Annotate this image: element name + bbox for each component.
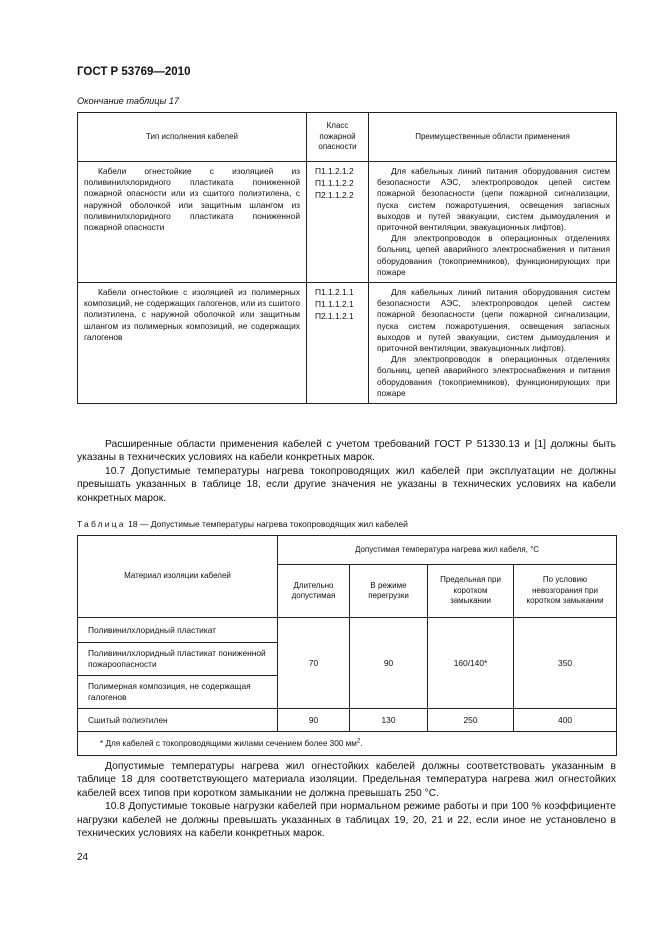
footnote-end: . <box>360 739 363 748</box>
material-name: Сшитый полиэтилен <box>78 709 278 732</box>
page-number: 24 <box>77 852 89 863</box>
value-non-ignition: 400 <box>514 709 617 732</box>
fire-class-code: П2.1.1.2.2 <box>315 189 354 200</box>
table18-header-continuous: Длительно допустимая <box>278 565 350 618</box>
application-text: Для электропроводок в операционных отделениях больниц, цепей аварийного электроснабжения и питания оборудования (токоприемников), функционирующих при пожаре <box>377 354 610 398</box>
paragraph: 10.7 Допустимые температуры нагрева токопроводящих жил кабелей при эксплуатации не должны превышать указанных в таблице 18, если другие значения не указаны в технических условиях на кабели конкретных марок. <box>77 465 616 504</box>
value-overload: 130 <box>350 709 428 732</box>
cable-type: Кабели огнестойкие с изоляцией из полимерных композиций, не содержащих галогенов, или из сшитого полиэтилена, с наружной оболочкой или защитным шлангом из полимерных композиций, не содержащих галогенов <box>78 283 307 404</box>
table18-footnote <box>78 732 617 756</box>
value-continuous: 90 <box>278 709 350 732</box>
table18-header-row <box>78 536 617 565</box>
fire-class-code: П1.1.1.2.2 <box>315 177 354 188</box>
table17-header-type: Тип исполнения кабелей <box>78 113 307 162</box>
table-row <box>78 709 617 732</box>
document-code: ГОСТ Р 53769—2010 <box>77 66 191 78</box>
value-short-circuit: 160/140* <box>428 618 514 709</box>
table18-footnote-row <box>78 732 617 756</box>
table18-caption <box>77 519 408 529</box>
table-row <box>78 162 617 283</box>
cable-type: Кабели огнестойкие с изоляцией из поливинилхлоридного пластиката пониженной пожарной опасности или из сшитого полиэтилена, с наружной оболочкой или защитным шлангом из поливинилхлоридного пластиката пониженной пожарной опасности <box>78 162 307 283</box>
table18-caption-word: Таблица <box>77 519 126 529</box>
table18-header-non-ignition: По условию невозгорания при коротком замыкании <box>514 565 617 618</box>
table-18 <box>77 535 617 756</box>
table-row <box>78 618 617 643</box>
fire-class-code: П1.1.1.2.1 <box>315 298 354 309</box>
table18-header-material: Материал изоляции кабелей <box>78 536 278 618</box>
body-text-2 <box>77 760 616 840</box>
table18-caption-text: 18 — Допустимые температуры нагрева токопроводящих жил кабелей <box>125 519 408 529</box>
table18-header-group: Допустимая температура нагрева жил кабеля, °С <box>278 536 617 565</box>
fire-class-code: П1.1.2.1.2 <box>315 166 354 176</box>
fire-class-code: П1.1.2.1.1 <box>315 287 354 298</box>
material-name: Поливинилхлоридный пластикат пониженной пожароопасности <box>78 643 278 676</box>
paragraph: 10.8 Допустимые токовые нагрузки кабелей при нормальном режиме работы и при 100 % коэффициенте нагрузки кабелей не должны превышать указанных в таблицах 19, 20, 21 и 22, если иное не установлено в технических условиях на кабели конкретных марок. <box>77 801 616 840</box>
body-text-1 <box>77 438 616 505</box>
value-continuous: 70 <box>278 618 350 709</box>
paragraph: Расширенные области применения кабелей с учетом требований ГОСТ Р 51330.13 и [1] должны быть указаны в технических условиях на кабели конкретных марок. <box>77 439 616 464</box>
value-non-ignition: 350 <box>514 618 617 709</box>
table-row <box>78 283 617 404</box>
table18-header-overload: В режиме перегрузки <box>350 565 428 618</box>
value-short-circuit: 250 <box>428 709 514 732</box>
application-text: Для кабельных линий питания оборудования систем безопасности АЭС, электропроводок цепей систем пожарной безопасности (цепи пожарной сигнализации, пуска систем пожаротушения, освещения запасных выходов и путей эвакуации, систем дымоудаления и приточной вентиляции, эвакуационных лифтов). <box>377 166 610 233</box>
table17-caption: Окончание таблицы 17 <box>77 96 180 106</box>
fire-class-code: П2.1.1.2.1 <box>315 310 354 321</box>
footnote-text: * Для кабелей с токопроводящими жилами сечением более 300 мм <box>100 739 357 748</box>
table18-header-short-circuit: Предельная при коротком замыкании <box>428 565 514 618</box>
fire-class <box>307 283 369 404</box>
application-text: Для кабельных линий питания оборудования систем безопасности АЭС, электропроводок цепей систем пожарной безопасности (цепи пожарной сигнализации, пуска систем пожаротушения, освещения запасных выходов и путей эвакуации, систем дымоудаления и приточной вентиляции, эвакуационных лифтов). <box>377 287 610 354</box>
paragraph: Допустимые температуры нагрева жил огнестойких кабелей должны соответствовать указанным в таблице 18 для соответствующего материала изоляции. Предельная температура нагрева жил огнестойких кабелей всех типов при коротком замыкании не должна превышать 250 °С. <box>77 761 616 799</box>
table17-header-areas: Преимущественные области применения <box>369 113 617 162</box>
material-name: Полимерная композиция, не содержащая галогенов <box>78 676 278 709</box>
value-overload: 90 <box>350 618 428 709</box>
application-areas <box>369 162 617 283</box>
table17-header-row <box>78 113 617 162</box>
footnote-superscript: 2 <box>356 738 361 745</box>
table-17 <box>77 112 617 404</box>
application-text: Для электропроводок в операционных отделениях больниц, цепей аварийного электроснабжения и питания оборудования (токоприемников), функционирующих при пожаре <box>377 233 610 277</box>
table17-header-class: Класс пожарной опасности <box>307 113 369 162</box>
material-name: Поливинилхлоридный пластикат <box>78 618 278 643</box>
application-areas <box>369 283 617 404</box>
fire-class <box>307 162 369 283</box>
